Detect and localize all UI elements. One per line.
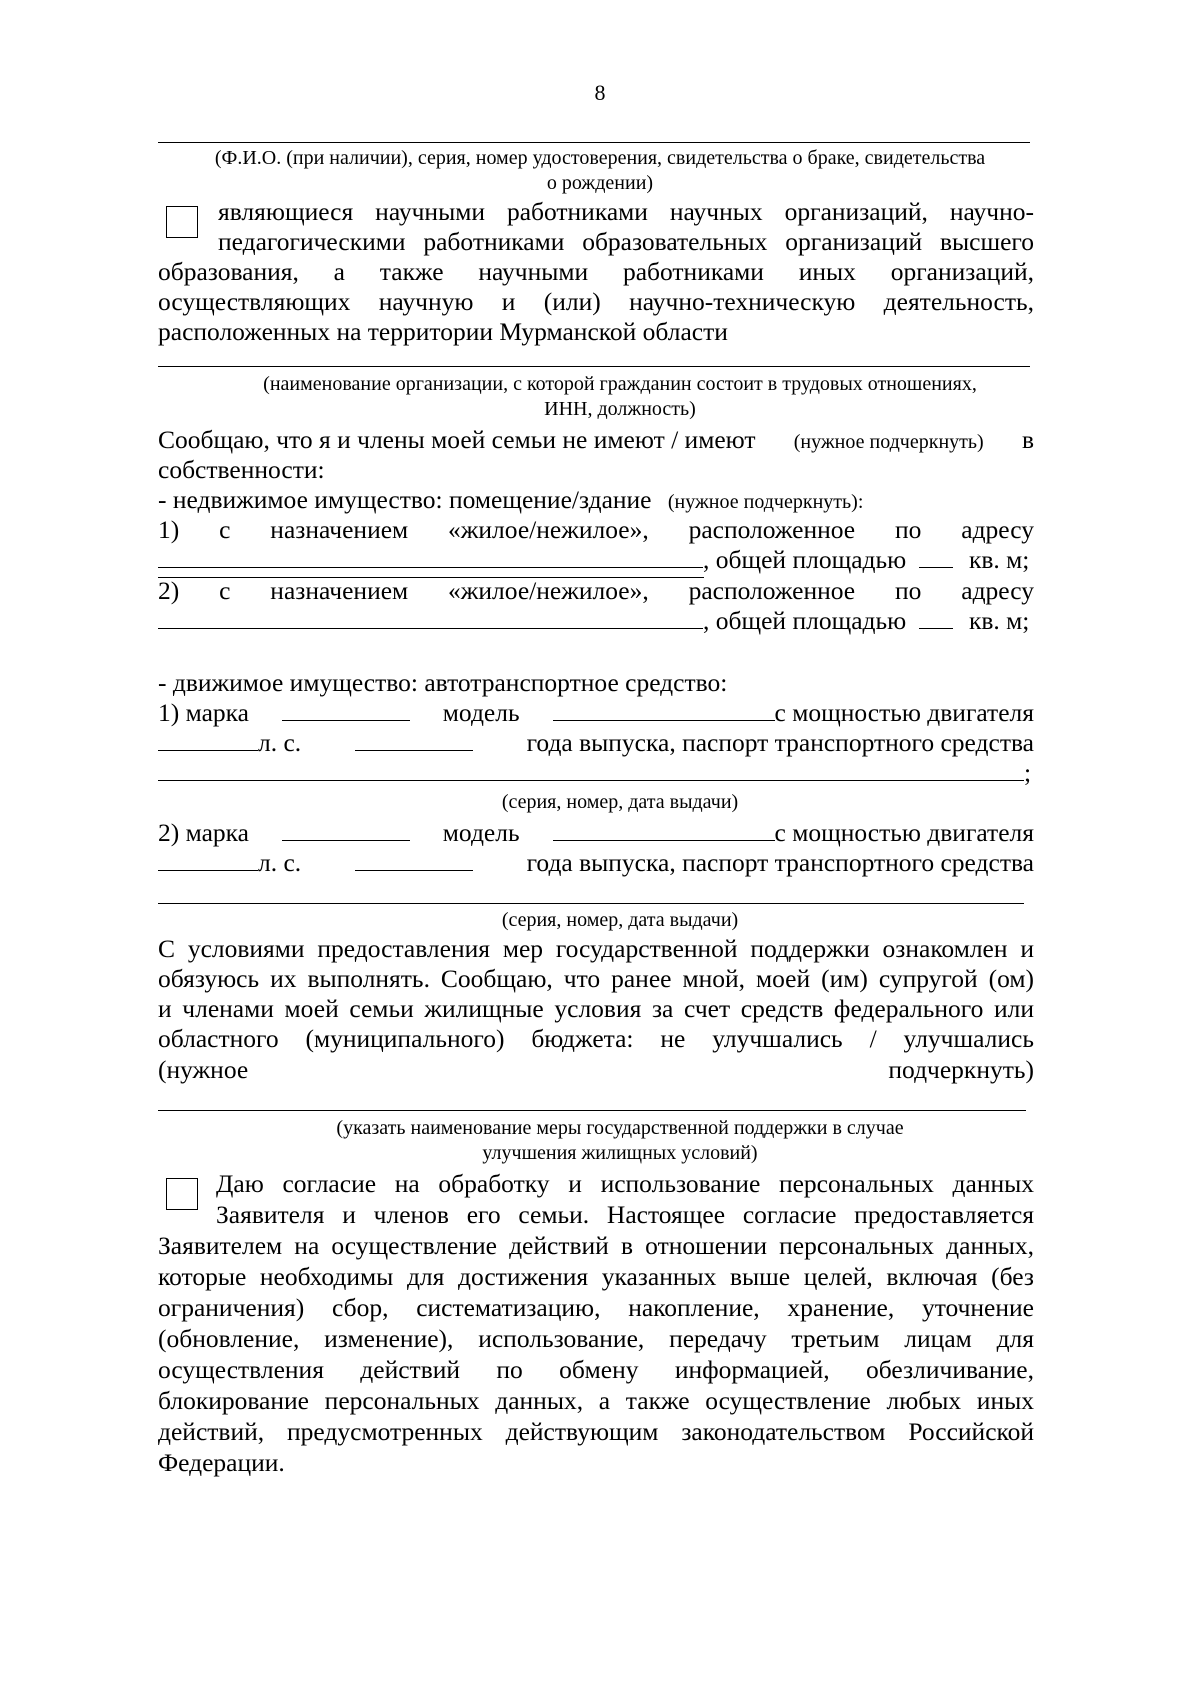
vehicle-1-model-label: модель	[442, 698, 520, 727]
vehicle-1-line2	[158, 728, 1034, 758]
vehicle-1-passport-field[interactable]	[158, 758, 1024, 781]
realty-header	[158, 485, 863, 517]
realty-item-1-w6: по	[894, 515, 922, 544]
vehicle-2-num-brand	[158, 818, 249, 848]
conditions-line4: областного (муниципального) бюджета: не улучшались / улучшались	[158, 1024, 1034, 1053]
realty-item-1-address-field[interactable]	[158, 545, 703, 568]
consent-line9: действий, предусмотренных действующим законодательством Российской	[158, 1417, 1034, 1446]
ownership-in: в	[1021, 425, 1034, 454]
realty-item-1-unit: кв. м;	[968, 545, 1030, 574]
realty-item-2-address-field[interactable]	[158, 606, 703, 629]
consent-checkbox[interactable]	[166, 1178, 198, 1210]
vehicle-2-line2	[158, 848, 1034, 878]
org-caption-line2: ИНН, должность)	[544, 398, 696, 420]
ownership-underline-hint: (нужное подчеркнуть)	[793, 431, 984, 453]
conditions-line5	[158, 1055, 1034, 1085]
vehicle-1-power-label: с мощностью двигателя	[774, 698, 1034, 727]
realty-item-2-line1	[158, 576, 1034, 606]
fio-caption-line1: (Ф.И.О. (при наличии), серия, номер удостоверения, свидетельства о браке, свидетельства	[214, 147, 986, 169]
vehicle-2-hp-group	[158, 848, 301, 878]
realty-item-1-w2: с	[219, 515, 231, 544]
realty-item-1-w3: назначением	[270, 515, 409, 544]
realty-item-2-line2	[158, 606, 1029, 636]
consent-line4: которые необходимы для достижения указанных выше целей, включая (без	[158, 1262, 1034, 1291]
vehicle-2-power-field[interactable]	[158, 848, 258, 871]
realty-item-2-w5: расположенное	[688, 576, 856, 605]
realty-item-1-w5: расположенное	[688, 515, 856, 544]
vehicle-1-passport-caption: (серия, номер, дата выдачи)	[501, 791, 739, 813]
scientists-checkbox[interactable]	[166, 206, 198, 238]
consent-line3: Заявителем на осуществление действий в отношении персональных данных,	[158, 1231, 1034, 1260]
conditions-line3: и членами моей семьи жилищные условия за счет средств федерального или	[158, 994, 1034, 1023]
fio-caption-line2: о рождении)	[546, 172, 654, 194]
scientists-text-line2: педагогическими работниками образовательных организаций высшего	[218, 227, 1034, 256]
vehicle-1-num: 1)	[158, 698, 180, 727]
vehicle-1-num-brand	[158, 698, 249, 728]
conditions-hint-left: (нужное	[158, 1055, 249, 1084]
vehicle-1-model-field[interactable]	[553, 698, 775, 721]
vehicle-2-power-label: с мощностью двигателя	[774, 818, 1034, 847]
consent-line10: Федерации.	[158, 1448, 285, 1477]
vehicle-2-line1	[158, 818, 1034, 848]
vehicle-1-hp-group	[158, 728, 301, 758]
realty-header-main: - недвижимое имущество: помещение/здание	[158, 485, 652, 514]
realty-item-1-line1	[158, 515, 1034, 545]
support-caption-line1: (указать наименование меры государственной поддержки в случае	[336, 1117, 904, 1139]
vehicle-1-power-field[interactable]	[158, 728, 258, 751]
scientists-text-line5: расположенных на территории Мурманской области	[158, 317, 728, 346]
consent-line8: блокирование персональных данных, а также осуществление любых иных	[158, 1386, 1034, 1415]
realty-item-1-line2	[158, 545, 1029, 575]
movable-header: - движимое имущество: автотранспортное средство:	[158, 668, 728, 697]
vehicle-2-passport-caption: (серия, номер, дата выдачи)	[501, 909, 739, 931]
realty-item-2-w4: «жилое/нежилое»,	[448, 576, 649, 605]
vehicle-2-brand-label: марка	[185, 818, 249, 847]
consent-line1: Даю согласие на обработку и использование персональных данных	[216, 1169, 1034, 1198]
vehicle-2-passport-field[interactable]	[158, 903, 1024, 904]
vehicle-2-model-field[interactable]	[553, 818, 775, 841]
vehicle-2-year-label: года выпуска, паспорт транспортного средства	[526, 848, 1034, 877]
vehicle-2-hp-label: л. с.	[258, 848, 302, 877]
ownership-line2: собственности:	[158, 455, 325, 484]
realty-header-hint: (нужное подчеркнуть):	[667, 491, 864, 513]
realty-item-1-w4: «жилое/нежилое»,	[448, 515, 649, 544]
realty-item-1-num: 1)	[158, 515, 180, 544]
conditions-line2: обязуюсь их выполнять. Сообщаю, что ранее мной, моей (им) супругой (ом)	[158, 964, 1034, 993]
ownership-main: Сообщаю, что я и члены моей семьи не имеют / имеют	[158, 425, 756, 454]
scientists-text-line4: осуществляющих научную и (или) научно-техническую деятельность,	[158, 287, 1034, 316]
realty-item-2-area-text: , общей площадью	[703, 606, 907, 635]
vehicle-1-model-group	[553, 698, 1034, 728]
vehicle-2-model-group	[553, 818, 1034, 848]
conditions-hint-right: подчеркнуть)	[888, 1055, 1034, 1084]
consent-line2: Заявителя и членов его семьи. Настоящее согласие предоставляется	[216, 1200, 1034, 1229]
realty-item-1-area-field[interactable]	[919, 545, 953, 568]
realty-item-2-area-field[interactable]	[919, 606, 953, 629]
consent-line6: (обновление, изменение), использование, передачу третьим лицам для	[158, 1324, 1034, 1353]
support-measure-field-line[interactable]	[158, 1110, 1026, 1111]
realty-item-1-area-text: , общей площадью	[703, 545, 907, 574]
fio-field-line[interactable]	[158, 142, 1030, 143]
vehicle-2-model-label: модель	[442, 818, 520, 847]
vehicle-2-num: 2)	[158, 818, 180, 847]
vehicle-1-year-label: года выпуска, паспорт транспортного средства	[526, 728, 1034, 757]
vehicle-1-brand-label: марка	[185, 698, 249, 727]
realty-item-2-unit: кв. м;	[968, 606, 1030, 635]
realty-item-2-w3: назначением	[270, 576, 409, 605]
organization-field-line[interactable]	[158, 366, 1030, 367]
vehicle-1-hp-label: л. с.	[258, 728, 302, 757]
vehicle-1-line3	[158, 758, 1031, 788]
vehicle-2-year-field[interactable]	[355, 848, 473, 871]
scientists-text-line1: являющиеся научными работниками научных организаций, научно-	[218, 197, 1034, 226]
consent-line7: осуществления действий по обмену информацией, обезличивание,	[158, 1355, 1034, 1384]
realty-item-2-w2: с	[219, 576, 231, 605]
conditions-line1: С условиями предоставления мер государственной поддержки ознакомлен и	[158, 934, 1034, 963]
vehicle-1-end: ;	[1024, 758, 1032, 787]
vehicle-2-brand-field[interactable]	[282, 818, 410, 841]
realty-item-2-w7: адресу	[961, 576, 1034, 605]
realty-item-2-num: 2)	[158, 576, 180, 605]
realty-item-1-w7: адресу	[961, 515, 1034, 544]
realty-item-2-w6: по	[894, 576, 922, 605]
page-number: 8	[594, 80, 606, 105]
vehicle-1-brand-field[interactable]	[282, 698, 410, 721]
consent-line5: ограничения) сбор, систематизацию, накопление, хранение, уточнение	[158, 1293, 1034, 1322]
vehicle-1-line1	[158, 698, 1034, 728]
ownership-line1	[158, 425, 1034, 457]
org-caption-line1: (наименование организации, с которой гражданин состоит в трудовых отношениях,	[263, 373, 977, 395]
support-caption-line2: улучшения жилищных условий)	[482, 1142, 758, 1164]
scientists-text-line3: образования, а также научными работниками иных организаций,	[158, 257, 1034, 286]
vehicle-1-year-field[interactable]	[355, 728, 473, 751]
